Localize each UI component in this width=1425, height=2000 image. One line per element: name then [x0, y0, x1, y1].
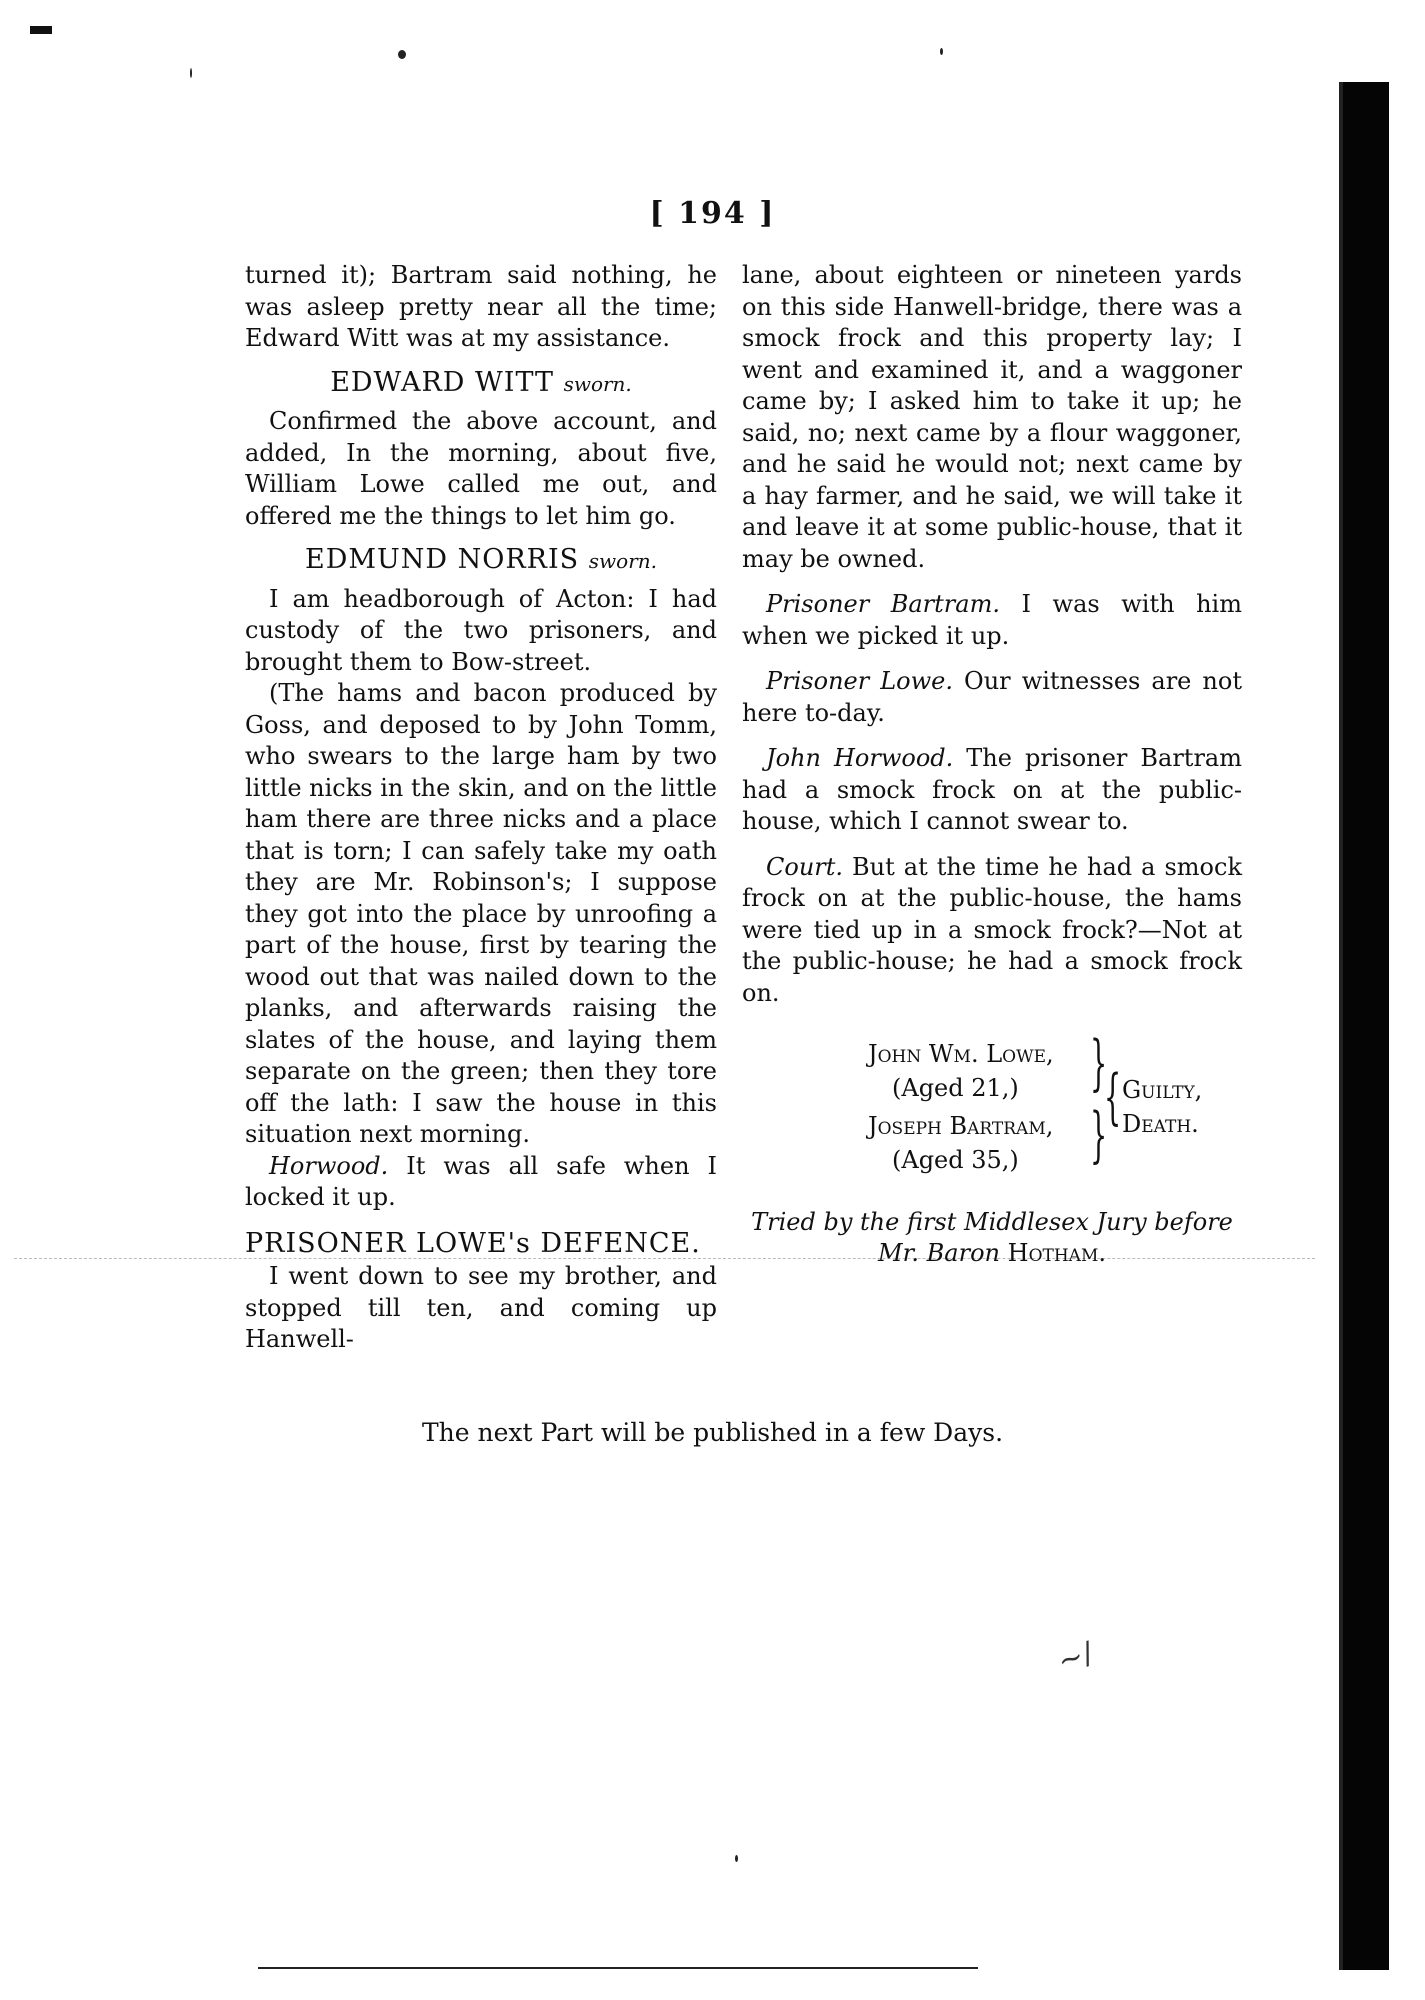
- sworn-label: sworn.: [588, 549, 658, 573]
- verdict-outcome: Guilty,: [1122, 1076, 1203, 1104]
- defence-heading: PRISONER LOWE's DEFENCE.: [245, 1227, 701, 1259]
- speaker-label: Prisoner Bartram.: [766, 590, 1000, 618]
- prisoner-age: (Aged 21,): [892, 1074, 1019, 1102]
- scan-edge: [1343, 82, 1389, 1970]
- speech-text: The prisoner Bartram had a smock frock on at the public-house, which I cannot swear to.: [742, 744, 1242, 835]
- left-column: [245, 260, 717, 1356]
- prisoner-name: John Wm. Lowe,: [868, 1040, 1054, 1068]
- brace-icon: }: [1090, 1028, 1108, 1098]
- sworn-label: sworn.: [563, 371, 632, 396]
- paragraph: I am headborough of Acton: I had custody of the two prisoners, and brought them to Bow-street.: [245, 584, 717, 676]
- paragraph: (The hams and bacon produced by Goss, and deposed to by John Tomm, who swears to the large ham by two little nicks in the skin, and on the little ham there are three nicks and a place that is torn; I can safely take my oath they are Mr. Robinson's; I suppose they got into the place by unroofing a part of the house, first by tearing the wood out that was nailed down to the planks, and afterwards raising the slates of the house, and laying them separate on the green; then they tore off the lath: I saw the house in this situation next morning.: [245, 679, 717, 1148]
- footer-notice: The next Part will be published in a few Days.: [421, 1418, 1004, 1447]
- prisoner-age: (Aged 35,): [892, 1146, 1019, 1174]
- witness-heading: [245, 367, 717, 401]
- paragraph: [742, 852, 1242, 1010]
- speaker-label: John Horwood.: [766, 744, 954, 772]
- speaker-label: Prisoner Lowe.: [766, 667, 953, 695]
- scan-speck: [940, 48, 943, 55]
- right-column: [742, 260, 1242, 1269]
- scan-speck: [735, 1855, 738, 1862]
- paragraph: turned it); Bartram said nothing, he was asleep pretty near all the time; Edward Witt was at my assistance.: [245, 261, 717, 352]
- verdict-block: [742, 1028, 1242, 1189]
- scan-edge-line: [1339, 82, 1343, 1970]
- scan-bottom-rule: [258, 1967, 978, 1969]
- paragraph: I went down to see my brother, and stopped till ten, and coming up Hanwell-: [245, 1262, 717, 1353]
- paragraph: [742, 666, 1242, 729]
- tried-line: [742, 1238, 1242, 1269]
- judge-name: Hotham.: [1007, 1239, 1106, 1267]
- paragraph: [742, 743, 1242, 838]
- speech-text: I was with him when we picked it up.: [742, 590, 1242, 650]
- speech-text: But at the time he had a smock frock on at the public-house, the hams were tied up in a smock frock?—Not at the public-house; he had a smock frock on.: [742, 852, 1242, 1007]
- tried-line: Tried by the first Middlesex Jury before: [751, 1208, 1233, 1236]
- prisoner-name: Joseph Bartram,: [868, 1112, 1054, 1140]
- paragraph: [742, 589, 1242, 652]
- paragraph: lane, about eighteen or nineteen yards on this side Hanwell-bridge, there was a smock frock and this property lay; I went and examined it, and a waggoner came by; I asked him to take it up; he said, no; next came by a flour waggoner, and he said he would not; next came by a hay farmer, and he said, we will take it and leave it at some public-house, that it may be owned.: [742, 261, 1242, 573]
- brace-icon: {: [1104, 1062, 1122, 1132]
- scan-mark: [30, 26, 52, 34]
- brace-icon: }: [1090, 1100, 1108, 1170]
- paragraph: [245, 1151, 717, 1214]
- judge-title: Mr. Baron: [878, 1239, 1000, 1267]
- witness-name: EDWARD WITT: [330, 366, 554, 398]
- speaker-label: Court.: [766, 852, 844, 881]
- paragraph: Confirmed the above account, and added, In the morning, about five, William Lowe called me out, and offered me the things to let him go.: [245, 407, 717, 530]
- flourish-mark: ~/: [1053, 1635, 1098, 1680]
- speech-text: Our witnesses are not here to-day.: [742, 667, 1242, 727]
- speech-text: It was all safe when I locked it up.: [245, 1151, 717, 1211]
- witness-name: EDMUND NORRIS: [304, 544, 580, 575]
- tried-by-note: [742, 1207, 1242, 1269]
- verdict-outcome: Death.: [1122, 1110, 1199, 1138]
- scan-speck: [190, 68, 192, 78]
- witness-heading: [245, 544, 717, 578]
- page-number: [ 194 ]: [649, 196, 776, 231]
- scan-speck: [398, 50, 406, 59]
- speaker-label: Horwood.: [269, 1151, 389, 1180]
